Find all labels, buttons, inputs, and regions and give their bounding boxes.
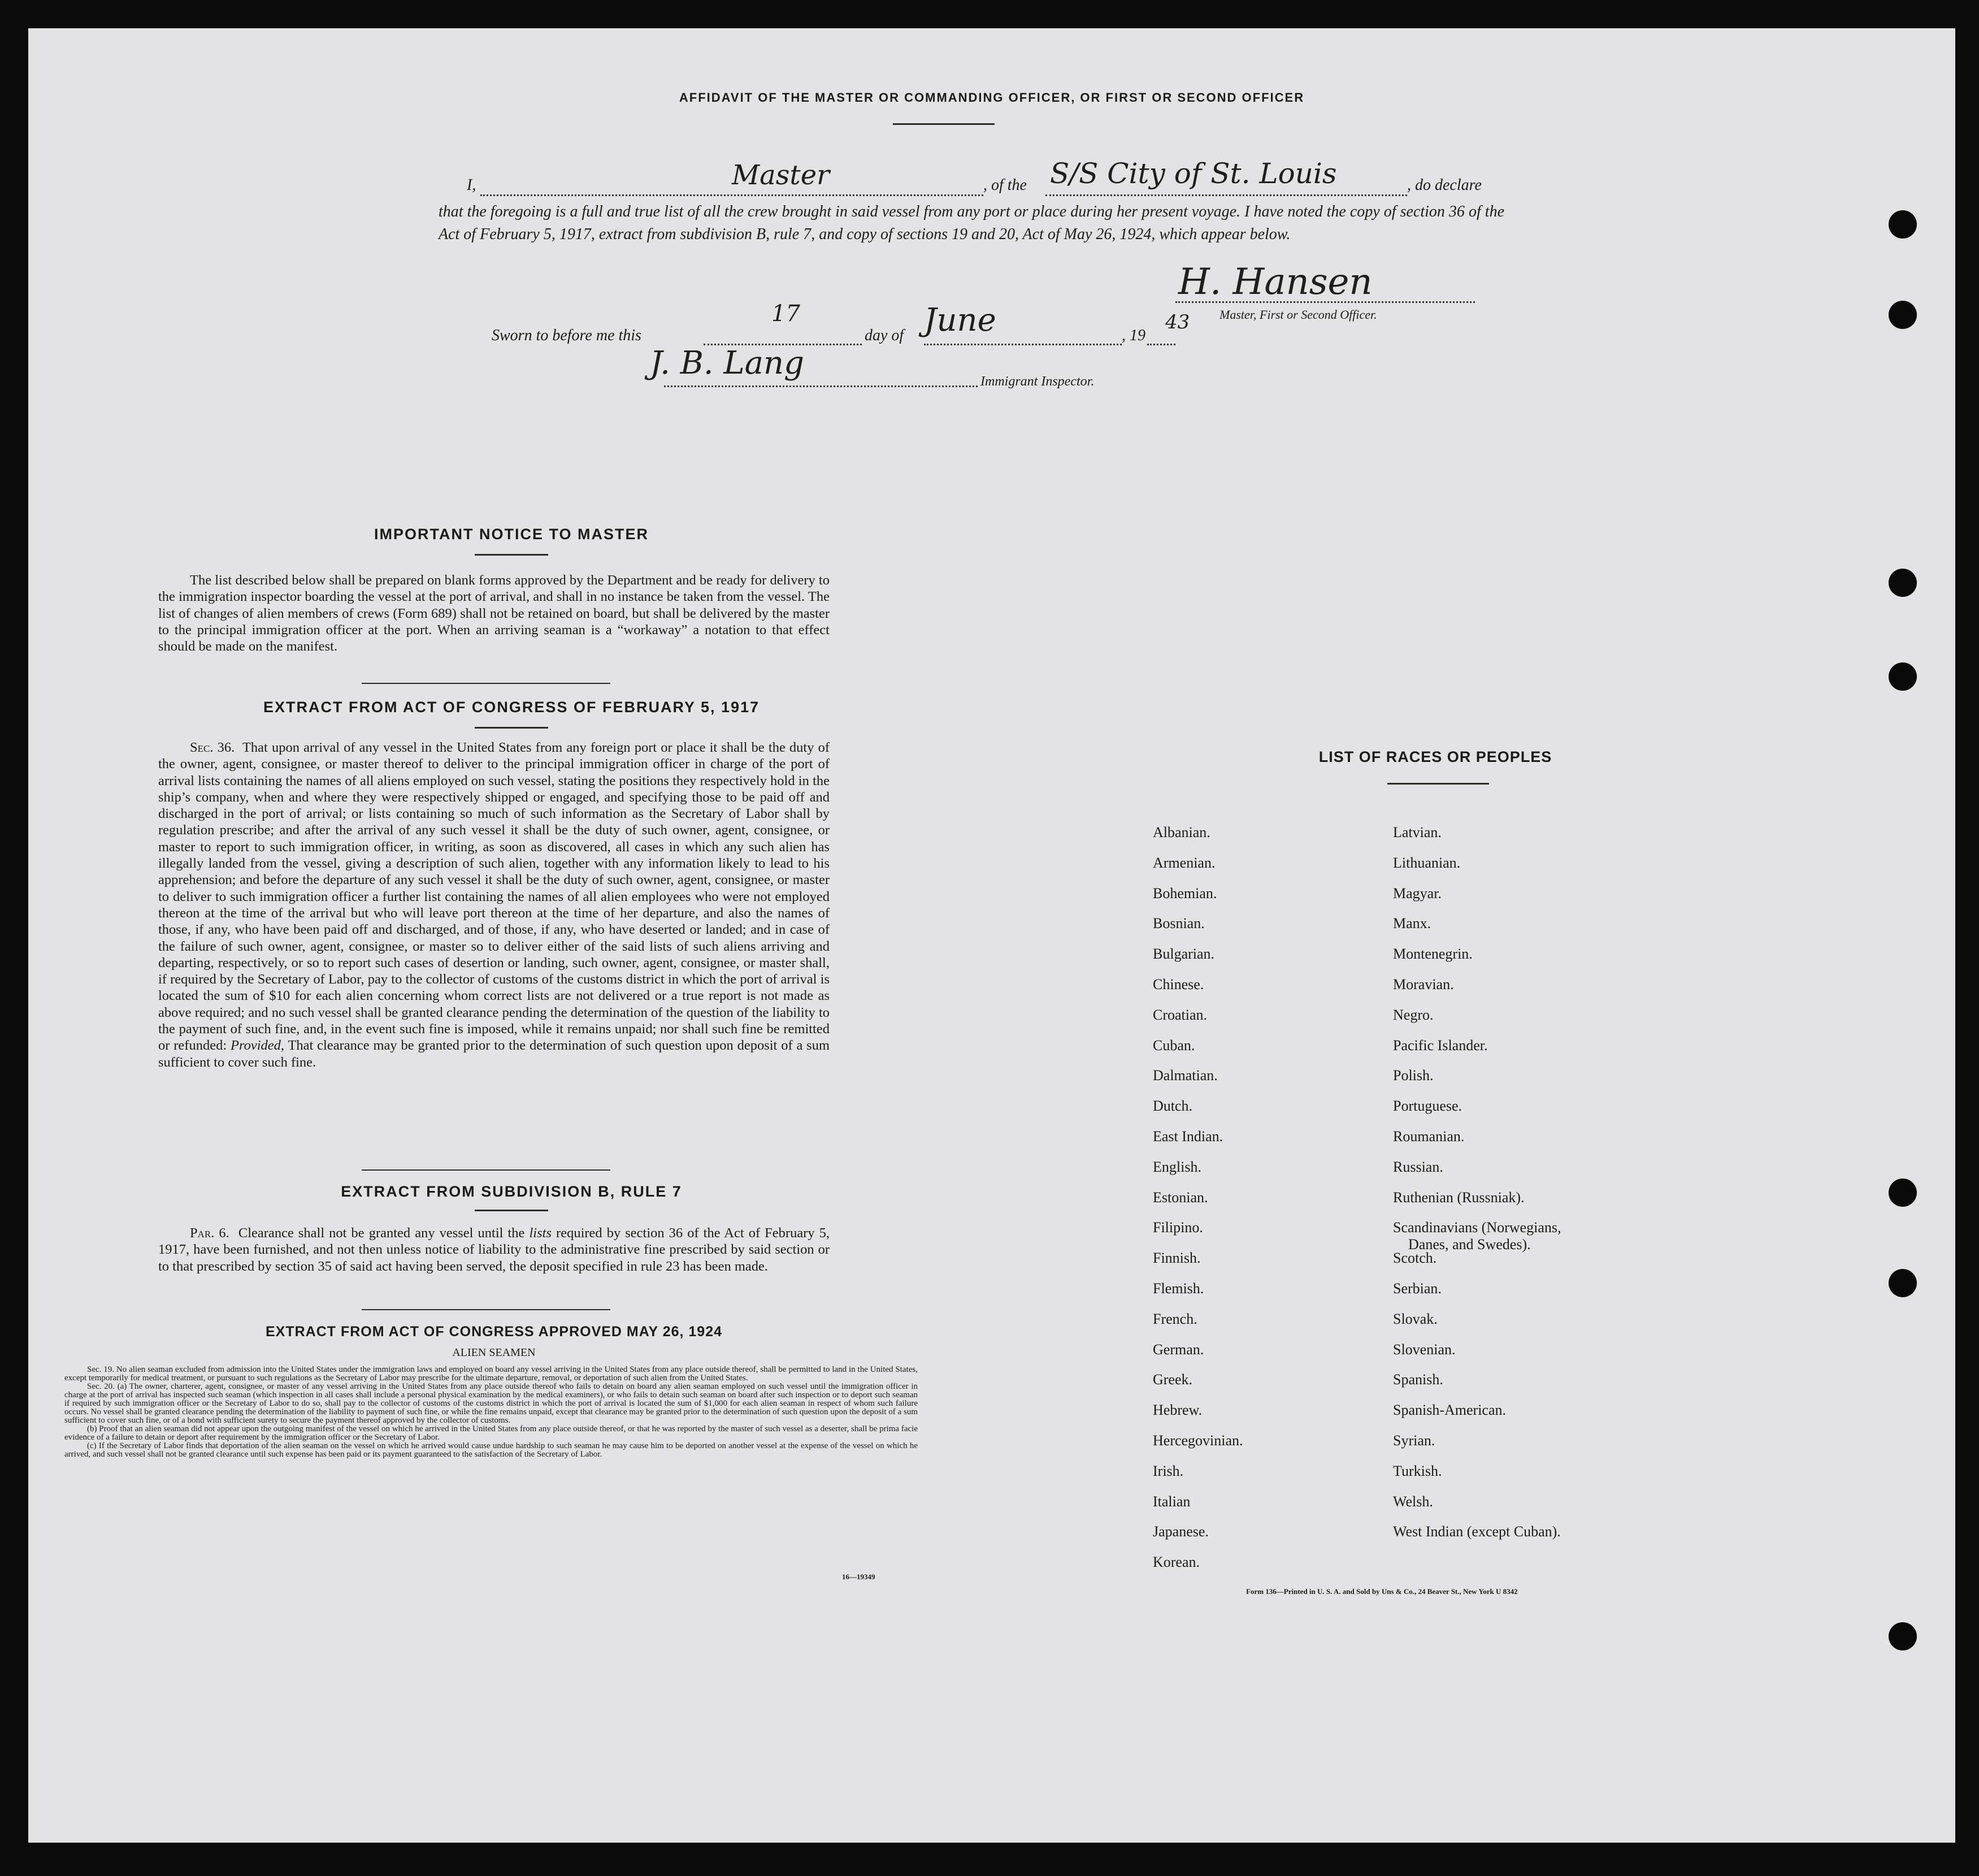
punch-hole	[1889, 1179, 1917, 1207]
race-item: Filipino.	[1153, 1219, 1203, 1236]
race-item: Pacific Islander.	[1393, 1037, 1488, 1054]
form-code: 16—19349	[842, 1572, 875, 1581]
race-item: French.	[1153, 1310, 1197, 1327]
punch-hole	[1889, 662, 1917, 691]
form-page	[28, 28, 1955, 1843]
filled-day: 17	[771, 301, 800, 327]
race-item: Bohemian.	[1153, 885, 1217, 902]
race-item: Korean.	[1153, 1554, 1200, 1571]
race-item: Chinese.	[1153, 976, 1204, 993]
race-item: Italian	[1153, 1493, 1191, 1510]
extract-1917-text: Sec. 36. That upon arrival of any vessel in the United States from any foreign port or place it shall be the duty of the owner, agent, consignee, or master thereof to deliver to the principal immigration officer in charge of the port of arrival lists containing the names of all aliens employed on such vessel, stating the positions they respectively hold in the ship’s company, when and where they were respectively shipped or engaged, and specifying those to be paid off and discharged in the port of arrival; or lists containing so much of such information as the Secretary of Labor shall by regulation prescribe; and after the arrival of any such vessel it shall be the duty of such owner, agent, consignee, or master to report to such immigration officer, in writing, as soon as discovered, all cases in which any such alien has illegally landed from the vessel, giving a description of such alien, together with any information likely to lead to his apprehension; and before the departure of any such vessel it shall be the duty of such owner, agent, consignee, or master to deliver to such immigration officer a further list containing the names of all alien employees who were not employed thereon at the time of the arrival but who will leave port thereon at the time of her departure, and also the names of those, if any, who have been paid off and discharged, and of those, if any, who have deserted or landed; and in case of the failure of such owner, agent, consignee, or master so to deliver either of the said lists of such aliens arriving and departing, respectively, or so to report such cases of desertion or landing, such owner, agent, consignee, or master shall, if required by the Secretary of Labor, pay to the collector of customs of the customs district in which the port of arrival is located the sum of $10 for each alien concerning whom correct lists are not delivered or a true report is not made as above required; and no such vessel shall be granted clearance pending the determination of the question of the liability to the payment of such fine, and, in the event such fine is imposed, while it remains unpaid; nor shall such fine be remitted or refunded: Provided, That clearance may be granted prior to the determination of such question upon deposit of a sum sufficient to cover such fine.	[158, 740, 830, 1070]
race-item: Estonian.	[1153, 1189, 1208, 1206]
alien-seamen-subtitle: ALIEN SEAMEN	[452, 1346, 536, 1359]
race-item: Hercegovinian.	[1153, 1432, 1243, 1449]
divider	[475, 554, 548, 556]
inspector-signature: J. B. Lang	[650, 345, 804, 382]
master-caption: Master, First or Second Officer.	[1219, 307, 1377, 322]
race-item: Spanish.	[1393, 1371, 1443, 1388]
extract-1917-title: EXTRACT FROM ACT OF CONGRESS OF FEBRUARY 5, 1917	[263, 699, 760, 716]
punch-hole	[1889, 569, 1917, 597]
race-item: Dalmatian.	[1153, 1067, 1218, 1084]
race-item: Roumanian.	[1393, 1128, 1465, 1145]
race-item: Irish.	[1153, 1462, 1184, 1479]
race-item: Hebrew.	[1153, 1402, 1203, 1419]
race-item: Portuguese.	[1393, 1098, 1462, 1115]
of-the-label: , of the	[983, 176, 1027, 194]
race-item: Bulgarian.	[1153, 946, 1215, 963]
races-title: LIST OF RACES OR PEOPLES	[1318, 748, 1552, 765]
race-item: Finnish.	[1153, 1250, 1201, 1267]
punch-hole	[1889, 1269, 1917, 1297]
notice-text: The list described below shall be prepared on blank forms approved by the Department and be ready for delivery to the immigration inspector boarding the vessel at the port of arrival, and shall in no instance be taken from the vessel. The list of changes of alien members of crews (Form 689) shall not be retained on board, but shall be delivered by the master to the principal immigration officer at the port. When an arriving seaman is a “workaway” a notation to that effect should be made on the manifest.	[158, 573, 830, 655]
filled-month: June	[924, 302, 996, 339]
do-declare-label: , do declare	[1407, 176, 1482, 194]
race-item: Danes, and Swedes).	[1408, 1236, 1531, 1253]
race-item: German.	[1153, 1341, 1204, 1358]
race-item: Scotch.	[1393, 1250, 1437, 1267]
filled-vessel: S/S City of St. Louis	[1050, 157, 1337, 190]
race-item: Greek.	[1153, 1371, 1193, 1388]
race-item: East Indian.	[1153, 1128, 1223, 1145]
punch-hole	[1889, 1622, 1917, 1650]
race-item: Slovak.	[1393, 1310, 1438, 1327]
race-item: Japanese.	[1153, 1523, 1209, 1540]
race-item: Welsh.	[1393, 1493, 1433, 1510]
race-item: Spanish-American.	[1393, 1402, 1507, 1419]
race-item: Slovenian.	[1393, 1341, 1456, 1358]
rule7-title: EXTRACT FROM SUBDIVISION B, RULE 7	[341, 1183, 682, 1200]
race-item: Croatian.	[1153, 1006, 1208, 1023]
filled-year: 43	[1165, 311, 1190, 333]
race-item: West Indian (except Cuban).	[1393, 1523, 1561, 1540]
race-item: Serbian.	[1393, 1280, 1442, 1297]
race-item: Polish.	[1393, 1067, 1434, 1084]
filled-role: Master	[732, 159, 830, 191]
year-blank	[1147, 344, 1175, 345]
race-item: Manx.	[1393, 915, 1431, 932]
divider	[893, 123, 995, 125]
race-item: Moravian.	[1393, 976, 1454, 993]
role-blank	[480, 194, 983, 196]
sworn-label: Sworn to before me this	[492, 327, 641, 344]
race-item: Armenian.	[1153, 854, 1216, 871]
divider	[1387, 783, 1489, 785]
divider	[475, 1210, 548, 1211]
race-item: Cuban.	[1153, 1037, 1195, 1054]
month-blank	[924, 344, 1122, 345]
inspector-caption: Immigrant Inspector.	[980, 374, 1095, 389]
race-item: Turkish.	[1393, 1462, 1442, 1479]
form-footer: Form 136—Printed in U. S. A. and Sold by Uns & Co., 24 Beaver St., New York U 8342	[1246, 1587, 1518, 1596]
divider	[475, 727, 548, 729]
race-item: Lithuanian.	[1393, 854, 1461, 871]
race-item: Flemish.	[1153, 1280, 1204, 1297]
punch-hole	[1889, 210, 1917, 239]
race-item: Albanian.	[1153, 824, 1210, 840]
inspector-line	[664, 385, 978, 387]
divider	[362, 1309, 610, 1310]
extract-1924-text: Sec. 19. No alien seaman excluded from admission into the United States under the immigration laws and employed on board any vessel arriving in the United States from any place outside thereof, shall be permitted to land in the United States, except temporarily for medical treatment, or pursuant to such regulations as the Secretary of Labor may prescribe for the ultimate departure, removal, or deportation of such alien from the United States. Sec. 20. (a) The owner, charterer, agent, consignee, or master of any vessel arriving in the United States from any place outside thereof who fails to detain on board any alien seaman employed on such vessel until the immigration officer in charge at the port of arrival has inspected such seaman (which inspection in all cases shall include a personal physical examination by the medical examiners), or who fails to detain such seaman on board after such inspection or to deport such seaman if required by such immigration officer or the Secretary of Labor to do so, shall pay to the collector of customs of the customs district in which the port of arrival is located the sum of $1,000 for each alien seaman in respect of whom such failure occurs. No vessel shall be granted clearance pending the determination of the liability to payment of such fine, or while the fine remains unpaid, except that clearance may be granted prior to the determination of such question upon the deposit of a sum sufficient to cover such fine, or of a bond with sufficient surety to secure the payment thereof approved by the collector of customs. (b) Proof that an alien seaman did not appear upon the outgoing manifest of the vessel on which he arrived in the United States from any place outside thereof, or that he was reported by the master of such vessel as a deserter, shall be prima facie evidence of a failure to detain or deport after requirement by the immigration officer or the Secretary of Labor. (c) If the Secretary of Labor finds that deportation of the alien seaman on the vessel on which he arrived would cause undue hardship to such seaman he may cause him to be deported on another vessel at the expense of the vessel on which he arrived, and such vessel shall not be granted clearance until such expense has been paid or its payment guaranteed to the satisfaction of the Secretary of Labor.	[64, 1365, 918, 1459]
race-item: Ruthenian (Russniak).	[1393, 1189, 1525, 1206]
race-item: Magyar.	[1393, 885, 1442, 902]
notice-title: IMPORTANT NOTICE TO MASTER	[374, 526, 649, 543]
rule7-text: Par. 6. Clearance shall not be granted any vessel until the lists required by section 36 of the Act of February 5, 1917, have been furnished, and not then unless notice of liability to the administrative fine prescribed by said section or to that prescribed by section 35 of said act having been served, the deposit specified in rule 23 has been made.	[158, 1225, 830, 1274]
race-item: English.	[1153, 1158, 1201, 1175]
race-item: Russian.	[1393, 1158, 1443, 1175]
affidavit-line1: I,	[467, 176, 476, 194]
race-item: Dutch.	[1153, 1098, 1193, 1115]
divider	[362, 1169, 610, 1171]
affidavit-body: that the foregoing is a full and true list of all the crew brought in said vessel from any port or place during her present voyage. I have noted the copy of section 36 of the Act of February 5, 1917, extract from subdivision B, rule 7, and copy of sections 19 and 20, Act of May 26, 1924, which appear below.	[439, 203, 1504, 243]
vessel-blank	[1045, 194, 1407, 196]
divider	[362, 683, 610, 684]
race-item: Latvian.	[1393, 824, 1442, 840]
day-of-label: day of	[865, 327, 904, 344]
race-item: Syrian.	[1393, 1432, 1435, 1449]
race-item: Montenegrin.	[1393, 946, 1473, 963]
race-item: Scandinavians (Norwegians,	[1393, 1219, 1561, 1236]
affidavit-title: AFFIDAVIT OF THE MASTER OR COMMANDING OFFICER, OR FIRST OR SECOND OFFICER	[679, 90, 1305, 105]
signature-line	[1175, 301, 1475, 303]
master-signature: H. Hansen	[1178, 261, 1373, 303]
extract-1924-title: EXTRACT FROM ACT OF CONGRESS APPROVED MAY 26, 1924	[265, 1324, 723, 1340]
year-label: , 19	[1122, 327, 1145, 344]
punch-hole	[1889, 301, 1917, 329]
race-item: Bosnian.	[1153, 915, 1205, 932]
race-item: Negro.	[1393, 1006, 1434, 1023]
